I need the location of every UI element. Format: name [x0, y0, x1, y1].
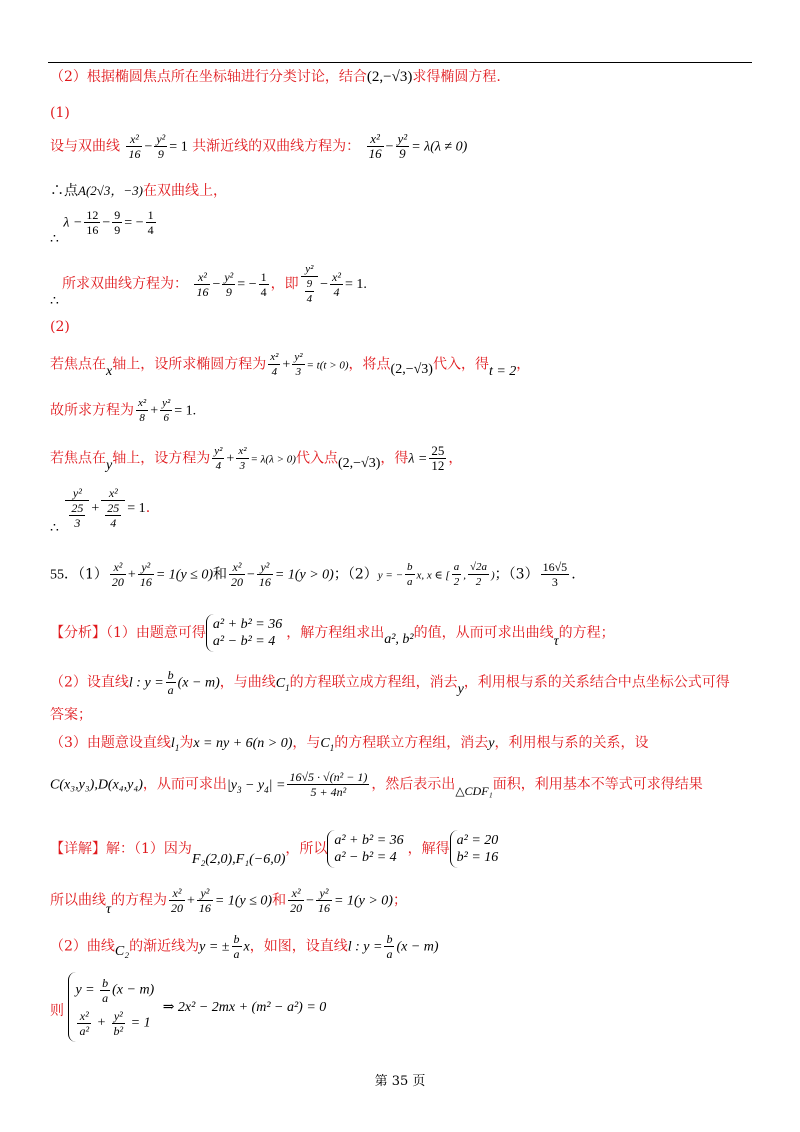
- frac: $\frac{\text{y²}}{\frac{9}{4}}$: [301, 262, 319, 306]
- analysis-4-text-b: ，从而可求出: [142, 776, 227, 793]
- detail-1-text-b: ，所以: [285, 841, 328, 857]
- frac: $\frac{\text{y²}}{16}$: [318, 886, 330, 915]
- part-2-label: (2): [50, 319, 70, 335]
- frac: $\frac{\text{y²}}{9}$: [224, 269, 234, 299]
- frac: $\frac{9}{9}$: [114, 208, 121, 237]
- tau: τ: [106, 901, 112, 917]
- analysis-4-text-c: ，然后表示出: [371, 776, 456, 793]
- line-3: ∴ λ − $\frac{12}{16}$ − $\frac{9}{9}$ = − $\frac{1}{4}$: [50, 208, 154, 247]
- analysis-3-text-b: 为: [179, 735, 194, 751]
- detail-1-text-a: 解：（1）因为: [106, 841, 192, 857]
- frac: $\frac{1}{4}$: [147, 208, 154, 237]
- detail-1: [50, 830, 502, 868]
- frac: $\frac{\text{y²}}{3}$: [294, 351, 303, 378]
- q55-answer: 55．（1） $\frac{\text{x²}}{20}$ + $\frac{\text{y²}}{16}$ = 1(y ≤ 0)和 $\frac{\text{x²}}{20}$ − $\frac{\text{y²}}{16}$ = 1(y > 0)；（2）y = − $\frac{b}{a}$ x, x ∈ [ $\frac{a}{2}$ , $\frac{√2a}{2}$ )；（3） $\frac{16√5}{3}$ .: [50, 560, 576, 589]
- analysis-3-text-d: 的方程联立方程组，消去: [334, 735, 489, 751]
- analysis-1-text-d: 的方程；: [558, 625, 615, 641]
- detail-2-end: ；: [392, 892, 407, 909]
- equation-system: a² + b² = 36 a² − b² = 4: [206, 614, 286, 652]
- frac: $\frac{√2a}{2}$: [469, 561, 487, 588]
- frac: $\frac{\text{y²}}{16}$: [198, 886, 211, 915]
- line-7: 若焦点在y轴上，设方程为 $\frac{\text{y²}}{4}$ + $\frac{\text{x²}}{3}$ = λ(λ > 0)代入点(2,−√3)，得λ = $\frac{25}{12}$ ，: [50, 443, 463, 473]
- frac: $\frac{16√5}{3}$: [542, 560, 568, 589]
- tau: τ: [553, 634, 559, 649]
- analysis-2-text-d: ，利用根与系的关系结合中点坐标公式可得: [463, 674, 730, 691]
- line-7-text-b: 轴上，设方程为: [112, 450, 211, 467]
- and: 和: [213, 566, 227, 583]
- y-var: y: [488, 736, 495, 751]
- frac: $\frac{\text{x²}}{20}$: [231, 560, 243, 589]
- line-4: 所求双曲线方程为： $\frac{\text{x²}}{16}$ − $\frac{\text{y²}}{9}$ = − $\frac{1}{4}$ ，即 $\frac{\text{y²}}{\frac{9}{4}}$ − $\frac{\text{x²}}{4}$ = 1.: [62, 263, 367, 305]
- line-5-text-b: 轴上，设所求椭圆方程为: [112, 356, 267, 373]
- c2: C₂: [114, 943, 130, 959]
- line-7-text-d: ，得: [380, 450, 409, 467]
- frac: $\frac{\text{y²}}{4}$: [214, 445, 223, 472]
- frac: $\frac{b}{a}$: [407, 561, 413, 588]
- frac: $\frac{\text{y²}}{\frac{25}{3}}$: [65, 486, 89, 530]
- frac: $\frac{12}{16}$: [86, 208, 99, 237]
- frac: $\frac{\text{x²}}{4}$: [332, 269, 341, 299]
- analysis-3-text-e: ，利用根与系的关系，设: [494, 735, 649, 751]
- analysis-1-text-b: ，解方程组求出: [286, 625, 385, 641]
- equation-system: a² = 20 b² = 16: [450, 830, 503, 868]
- q55-part1: （1）: [78, 566, 108, 583]
- analysis-2-end: 答案；: [50, 707, 92, 723]
- analysis-4-text-d: 面积，利用基本不等式可求得结果: [492, 776, 703, 793]
- analysis-2: （2）设直线l : y = $\frac{b}{a}$ (x − m)，与曲线$C_1$的方程联立成方程组，消去y，利用根与系的关系结合中点坐标公式可得: [50, 668, 730, 697]
- therefore-8: ∴: [50, 520, 59, 536]
- part-1-label: (1): [50, 105, 70, 121]
- line-5: 若焦点在x轴上，设所求椭圆方程为 $\frac{\text{x²}}{4}$ + $\frac{\text{y²}}{3}$ = t(t > 0)，将点(2,−√3)代入，得t = 2，: [50, 351, 531, 379]
- analysis-2-text-b: ，与曲线: [219, 674, 276, 691]
- frac: $\frac{b}{a}$: [386, 932, 393, 961]
- t-value: t = 2: [488, 363, 517, 379]
- point: (2,−√3): [337, 455, 381, 471]
- line-1-text-b: 共渐近线的双曲线方程为：: [192, 138, 361, 155]
- line-2: [50, 182, 227, 200]
- y-axis: y: [106, 457, 113, 473]
- hint-point: (2,−√3): [366, 69, 413, 85]
- equation-system: a² + b² = 36 a² − b² = 4: [327, 830, 407, 868]
- analysis-3: （3）由题意设直线$l_1$为x = ny + 6(n > 0)，与$C_1$的方程联立方程组，消去y，利用根与系的关系，设: [50, 735, 649, 753]
- x-axis: x: [106, 363, 113, 379]
- therefore-symbol: ∴: [50, 230, 59, 247]
- frac: $\frac{\text{x²}}{3}$: [238, 445, 247, 472]
- detail-2-text-b: 的方程为: [111, 892, 168, 909]
- frac: $\frac{\text{x²}}{20}$: [290, 886, 303, 915]
- point: (2,−√3): [390, 361, 433, 377]
- line-1-text-a: 设与双曲线: [50, 138, 120, 155]
- therefore-4: ∴: [50, 293, 59, 309]
- frac: $\frac{\text{y²}}{9}$: [156, 132, 166, 161]
- frac: $\frac{\text{x²}}{16}$: [196, 269, 209, 299]
- points-cd: C(x₃,y₃),D(x₄,y₄): [50, 777, 143, 793]
- hint-text: （2）根据椭圆焦点所在坐标轴进行分类讨论，结合: [50, 69, 367, 85]
- q55-number: 55．: [50, 567, 78, 583]
- detail-3-text-b: 的渐近线为: [129, 938, 200, 955]
- frac: $\frac{\text{y²}}{9}$: [397, 131, 408, 161]
- q55-part3: ；（3）: [494, 566, 539, 583]
- hint-tail: 求得椭圆方程.: [412, 69, 501, 85]
- page-footer: 第 35 页: [374, 1074, 426, 1089]
- analysis-1: 【分析】（1）由题意可得 a² + b² = 36 a² − b² = 4 ，解方程组求出a², b²的值，从而可求出曲线τ的方程；: [50, 614, 615, 652]
- then: 则: [50, 1003, 64, 1019]
- analysis-2-text-a: （2）设直线: [50, 674, 129, 691]
- analysis-1-text-c: 的值，从而可求出曲线: [413, 625, 554, 641]
- detail-1-text-c: ，解得: [407, 841, 450, 857]
- frac: $\frac{\text{x²}}{16}$: [128, 132, 141, 161]
- line-6: 故所求方程为 $\frac{\text{x²}}{8}$ + $\frac{\text{y²}}{6}$ = 1.: [50, 397, 197, 424]
- frac: $\frac{\text{x²}}{20}$: [111, 560, 124, 589]
- line-5-text-c: ，将点: [348, 356, 391, 373]
- analysis-3-text-a: （3）由题意设直线: [50, 735, 171, 751]
- line-5-text-d: 代入，得: [432, 356, 489, 373]
- line-1: 设与双曲线 $\frac{\text{x²}}{16}$ − $\frac{\text{y²}}{9}$ = 1 共渐近线的双曲线方程为： $\frac{\text{x²}}{16}$ − $\frac{\text{y²}}{9}$ = λ(λ ≠ 0): [50, 131, 468, 161]
- frac: $\frac{b}{a}$: [167, 668, 174, 697]
- line-2-text: 在双曲线上，: [143, 183, 228, 199]
- detail-tag: 【详解】: [50, 841, 106, 857]
- analysis-tag: 【分析】: [50, 625, 106, 641]
- triangle: △CDF₁: [455, 783, 493, 798]
- line-4-text-b: ，即: [270, 276, 299, 292]
- line-8: ∴ $\frac{\text{y²}}{\frac{25}{3}}$ + $\frac{\text{x²}}{\frac{25}{4}}$ = 1.: [50, 486, 151, 536]
- detail-2-and: 和: [272, 892, 287, 909]
- frac: $\frac{b}{a}$: [233, 932, 240, 961]
- frac: $\frac{\text{16√5 · √(n² − 1)}}{\text{5 + 4n²}}$: [289, 770, 368, 799]
- point-a: A(2√3，−3): [78, 183, 144, 198]
- analysis-3-text-c: ，与: [292, 735, 321, 751]
- frac: $\frac{\text{x²}}{8}$: [138, 397, 147, 424]
- analysis-2-text-c: 的方程联立成方程组，消去: [289, 674, 458, 691]
- line-7-text-a: 若焦点在: [50, 450, 106, 467]
- foci: F₂(2,0),F₁(−6,0): [191, 852, 286, 867]
- detail-2: 所以曲线τ的方程为 $\frac{\text{x²}}{20}$ + $\frac{\text{y²}}{16}$ = 1(y ≤ 0)和 $\frac{\text{x²}}{20}$ − $\frac{\text{y²}}{16}$ = 1(y > 0)；: [50, 886, 407, 917]
- frac: $\frac{\text{y²}}{16}$: [258, 560, 271, 589]
- q55-part2: ；（2）: [333, 566, 378, 583]
- frac: $\frac{\text{x²}}{4}$: [270, 351, 279, 378]
- top-rule: [48, 62, 752, 63]
- detail-3-text-c: ，如图，设直线: [249, 938, 348, 955]
- frac: $\frac{\text{y²}}{16}$: [139, 560, 152, 589]
- line-7-text-c: 代入点: [295, 450, 338, 467]
- frac: $\frac{1}{4}$: [260, 269, 267, 299]
- frac: $\frac{\text{y²}}{6}$: [162, 397, 171, 424]
- detail-4: 则 y = $\frac{b}{a}$ (x − m) $\frac{\text{x²}}{\text{a²}}$ + $\frac{\text{y²}}{\text{b²}}$ = 1 ⇒ 2x² − 2mx + (m² − a²) = 0: [50, 972, 326, 1042]
- analysis-4: C(x₃,y₃),D(x₄,y₄)，从而可求出$|y_3 - y_4|$ = $\frac{\text{16√5 · √(n² − 1)}}{\text{5 + 4n²}}$ ，然后表示出△CDF₁面积，利用基本不等式可求得结果: [50, 770, 703, 799]
- frac: $\frac{\text{x²}}{20}$: [171, 886, 184, 915]
- detail-2-text-a: 所以曲线: [50, 892, 106, 909]
- line-6-text: 故所求方程为: [50, 402, 134, 419]
- frac: $\frac{\text{x²}}{\frac{25}{4}}$: [101, 486, 125, 530]
- frac: $\frac{\text{x²}}{16}$: [368, 131, 382, 161]
- equation-system: y = $\frac{b}{a}$ (x − m) $\frac{\text{x²}}{\text{a²}}$ + $\frac{\text{y²}}{\text{b²}}$ = 1: [68, 972, 158, 1042]
- y-var: y: [457, 681, 464, 697]
- analysis-1-text: （1）由题意可得: [106, 625, 206, 641]
- hint-line: [50, 68, 501, 86]
- detail-3: （2）曲线C₂的渐近线为y = ± $\frac{b}{a}$ x，如图，设直线l : y = $\frac{b}{a}$ (x − m): [50, 932, 439, 961]
- line-4-text: 所求双曲线方程为：: [62, 276, 188, 292]
- frac: $\frac{25}{12}$: [431, 443, 445, 473]
- detail-3-text-a: （2）曲线: [50, 938, 115, 955]
- line-5-text-a: 若焦点在: [50, 356, 106, 373]
- therefore: ∴点: [50, 183, 78, 199]
- frac: $\frac{a}{2}$: [453, 561, 460, 588]
